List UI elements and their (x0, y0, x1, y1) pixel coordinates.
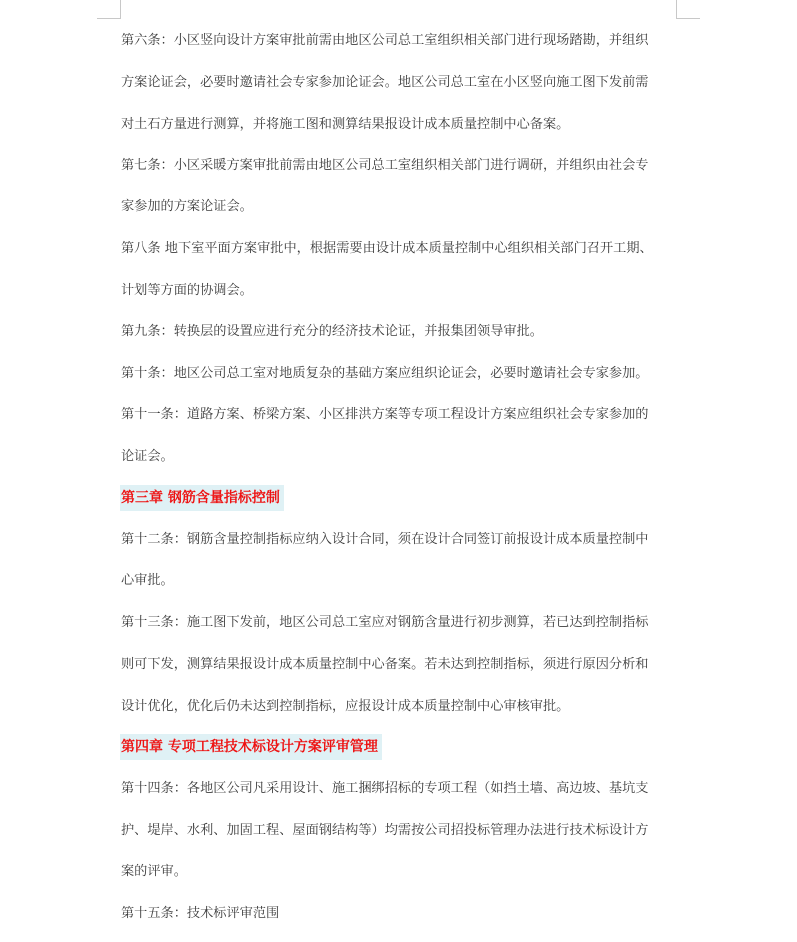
article-8-line-2: 计划等方面的协调会。 (121, 283, 253, 298)
article-12-line-1: 第十二条：钢筋含量控制指标应纳入设计合同，须在设计合同签订前报设计成本质量控制中 (121, 532, 649, 547)
article-15-line-1: 第十五条：技术标评审范围 (121, 906, 280, 921)
article-11-line-2: 论证会。 (121, 449, 174, 464)
article-12-line-2: 心审批。 (121, 573, 174, 588)
crop-mark-right-vertical (676, 0, 677, 18)
crop-mark-left-horizontal (97, 18, 121, 19)
article-14-line-1: 第十四条：各地区公司凡采用设计、施工捆绑招标的专项工程（如挡土墙、高边坡、基坑支 (121, 781, 649, 796)
chapter-3-heading: 第三章 钢筋含量指标控制 (120, 485, 284, 511)
article-9-line-1: 第九条：转换层的设置应进行充分的经济技术论证，并报集团领导审批。 (121, 324, 543, 339)
article-7-line-1: 第七条：小区采暖方案审批前需由地区公司总工室组织相关部门进行调研，并组织由社会专 (121, 158, 649, 173)
article-11-line-1: 第十一条：道路方案、桥梁方案、小区排洪方案等专项工程设计方案应组织社会专家参加的 (121, 407, 649, 422)
crop-mark-left-vertical (120, 0, 121, 18)
article-6-line-2: 方案论证会，必要时邀请社会专家参加论证会。地区公司总工室在小区竖向施工图下发前需 (121, 75, 649, 90)
article-14-line-2: 护、堤岸、水利、加固工程、屋面钢结构等）均需按公司招投标管理办法进行技术标设计方 (121, 823, 649, 838)
article-10-line-1: 第十条：地区公司总工室对地质复杂的基础方案应组织论证会，必要时邀请社会专家参加。 (121, 366, 649, 381)
article-14-line-3: 案的评审。 (121, 864, 187, 879)
crop-mark-right-horizontal (676, 18, 700, 19)
article-6-line-1: 第六条：小区竖向设计方案审批前需由地区公司总工室组织相关部门进行现场踏勘，并组织 (121, 33, 649, 48)
chapter-4-heading: 第四章 专项工程技术标设计方案评审管理 (120, 734, 382, 760)
article-7-line-2: 家参加的方案论证会。 (121, 199, 253, 214)
article-6-line-3: 对土石方量进行测算，并将施工图和测算结果报设计成本质量控制中心备案。 (121, 117, 570, 132)
article-13-line-3: 设计优化，优化后仍未达到控制指标，应报设计成本质量控制中心审核审批。 (121, 699, 570, 714)
article-13-line-2: 则可下发，测算结果报设计成本质量控制中心备案。若未达到控制指标，须进行原因分析和 (121, 657, 649, 672)
article-13-line-1: 第十三条：施工图下发前，地区公司总工室应对钢筋含量进行初步测算，若已达到控制指标 (121, 615, 649, 630)
article-8-line-1: 第八条 地下室平面方案审批中，根据需要由设计成本质量控制中心组织相关部门召开工期、 (121, 241, 653, 256)
